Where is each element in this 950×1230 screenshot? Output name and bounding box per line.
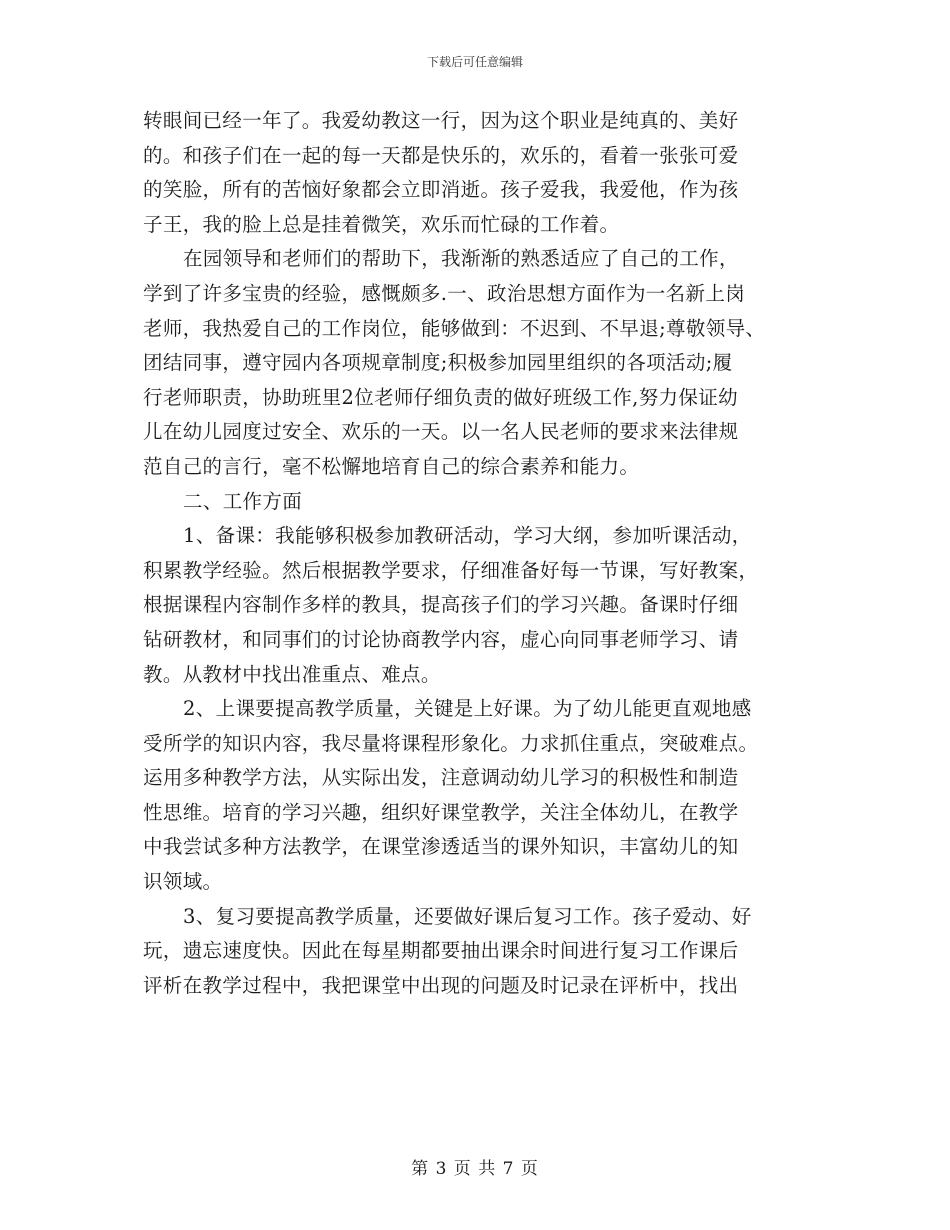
text-line: 运用多种教学方法，从实际出发，注意调动幼儿学习的积极性和制造 bbox=[143, 766, 739, 790]
page-footer: 第 3 页 共 7 页 bbox=[411, 1159, 539, 1179]
text-line: 老师，我热爱自己的工作岗位，能够做到：不迟到、不早退;尊敬领导、 bbox=[143, 316, 766, 340]
text-line: 钻研教材，和同事们的讨论协商教学内容，虚心向同事老师学习、请 bbox=[143, 627, 739, 651]
text-line: 受所学的知识内容，我尽量将课程形象化。力求抓住重点，突破难点。 bbox=[143, 731, 759, 755]
text-line: 在园领导和老师们的帮助下，我渐渐的熟悉适应了自己的工作， bbox=[183, 247, 739, 271]
text-line: 积累教学经验。然后根据教学要求，仔细准备好每一节课，写好教案， bbox=[143, 558, 759, 582]
text-line: 根据课程内容制作多样的教具，提高孩子们的学习兴趣。备课时仔细 bbox=[143, 593, 739, 617]
text-line: 教。从教材中找出准重点、难点。 bbox=[143, 662, 441, 686]
text-line: 转眼间已经一年了。我爱幼教这一行，因为这个职业是纯真的、美好 bbox=[143, 109, 739, 132]
text-line: 子王，我的脸上总是挂着微笑，欢乐而忙碌的工作着。 bbox=[143, 212, 620, 236]
text-line: 团结同事，遵守园内各项规章制度;积极参加园里组织的各项活动;履 bbox=[143, 351, 733, 375]
document-body bbox=[143, 104, 823, 1003]
text-line: 1、备课：我能够积极参加教研活动，学习大纲，参加听课活动， bbox=[183, 524, 752, 548]
text-line: 玩，遗忘速度快。因此在每星期都要抽出课余时间进行复习工作课后 bbox=[143, 939, 739, 963]
text-line: 儿在幼儿园度过安全、欢乐的一天。以一名人民老师的要求来法律规 bbox=[143, 420, 739, 444]
text-line: 中我尝试多种方法教学，在课堂渗透适当的课外知识，丰富幼儿的知 bbox=[143, 835, 739, 859]
text-line: 学到了许多宝贵的经验，感慨颇多.一、政治思想方面作为一名新上岗 bbox=[143, 281, 746, 305]
text-line: 评析在教学过程中，我把课堂中出现的问题及时记录在评析中，找出 bbox=[143, 973, 739, 997]
text-line: 的。和孩子们在一起的每一天都是快乐的，欢乐的，看着一张张可爱 bbox=[143, 143, 739, 167]
text-line: 的笑脸，所有的苦恼好象都会立即消逝。孩子爱我，我爱他，作为孩 bbox=[143, 178, 739, 202]
text-line: 3、复习要提高教学质量，还要做好课后复习工作。孩子爱动、好 bbox=[183, 904, 752, 928]
text-line: 范自己的言行，毫不松懈地培育自己的综合素养和能力。 bbox=[143, 454, 640, 478]
text-line: 识领域。 bbox=[143, 870, 223, 894]
page-header: 下载后可任意编辑 bbox=[426, 55, 523, 69]
text-line: 行老师职责，协助班里2位老师仔细负责的做好班级工作,努力保证幼 bbox=[143, 385, 738, 409]
text-line: 2、上课要提高教学质量，关键是上好课。为了幼儿能更直观地感 bbox=[183, 697, 752, 721]
text-line: 性思维。培育的学习兴趣，组织好课堂教学，关注全体幼儿，在教学 bbox=[143, 800, 739, 824]
text-line: 二、工作方面 bbox=[183, 489, 303, 513]
